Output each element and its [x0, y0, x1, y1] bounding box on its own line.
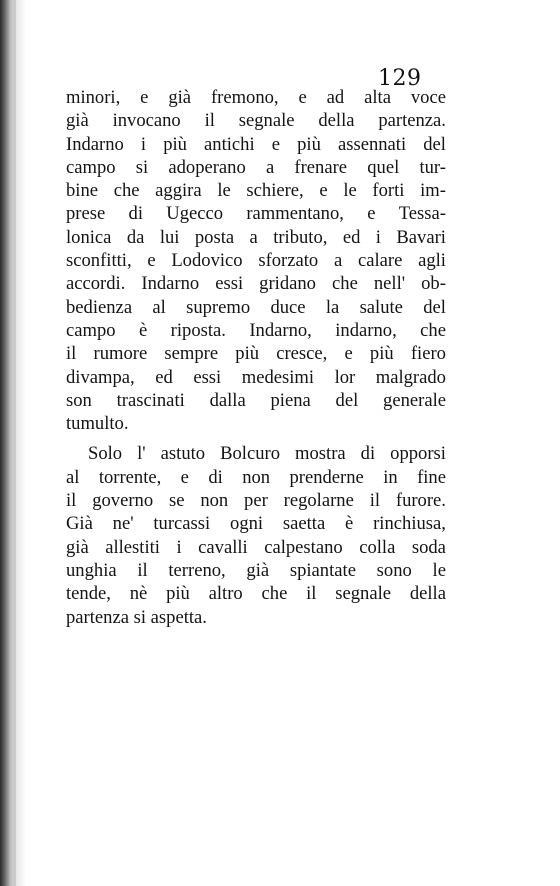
- text-line: sconfitti, e Lodovico sforzato a calare agli: [66, 250, 446, 272]
- text-line: campo è riposta. Indarno, indarno, che: [66, 319, 446, 341]
- body-text: [66, 86, 446, 629]
- binding-edge: [13, 0, 16, 886]
- text-line: divampa, ed essi medesimi lor malgrado: [66, 366, 446, 388]
- text-line: Indarno i più antichi e più assennati del: [66, 133, 446, 155]
- text-line: Già ne' turcassi ogni saetta è rinchiusa,: [66, 513, 446, 535]
- text-line: al torrente, e di non prenderne in fine: [66, 466, 446, 488]
- text-line: unghia il terreno, già spiantate sono le: [66, 559, 446, 581]
- text-line: lonica da lui posta a tributo, ed i Bavari: [66, 226, 446, 248]
- text-line: campo si adoperano a frenare quel tur-: [66, 156, 446, 178]
- text-line: prese di Ugecco rammentano, e Tessa-: [66, 203, 446, 225]
- text-line: son trascinati dalla piena del generale: [66, 389, 446, 411]
- text-line: partenza si aspetta.: [66, 606, 207, 628]
- text-line: già allestiti i cavalli calpestano colla soda: [66, 536, 446, 558]
- text-line: minori, e già fremono, e ad alta voce: [66, 87, 446, 108]
- text-line: tende, nè più altro che il segnale della: [66, 583, 446, 605]
- text-line: già invocano il segnale della partenza.: [66, 110, 446, 132]
- text-line: accordi. Indarno essi gridano che nell' ob-: [66, 273, 446, 295]
- text-line: il governo se non per regolarne il furore.: [66, 490, 446, 512]
- text-line: bine che aggira le schiere, e le forti im-: [66, 180, 446, 202]
- text-line: tumulto.: [66, 413, 129, 435]
- text-line: bedienza al supremo duce la salute del: [66, 296, 446, 318]
- text-line: il rumore sempre più cresce, e più fiero: [66, 343, 446, 365]
- text-line: Solo l' astuto Bolcuro mostra di opporsi: [88, 443, 446, 465]
- page-number: 129: [378, 66, 422, 91]
